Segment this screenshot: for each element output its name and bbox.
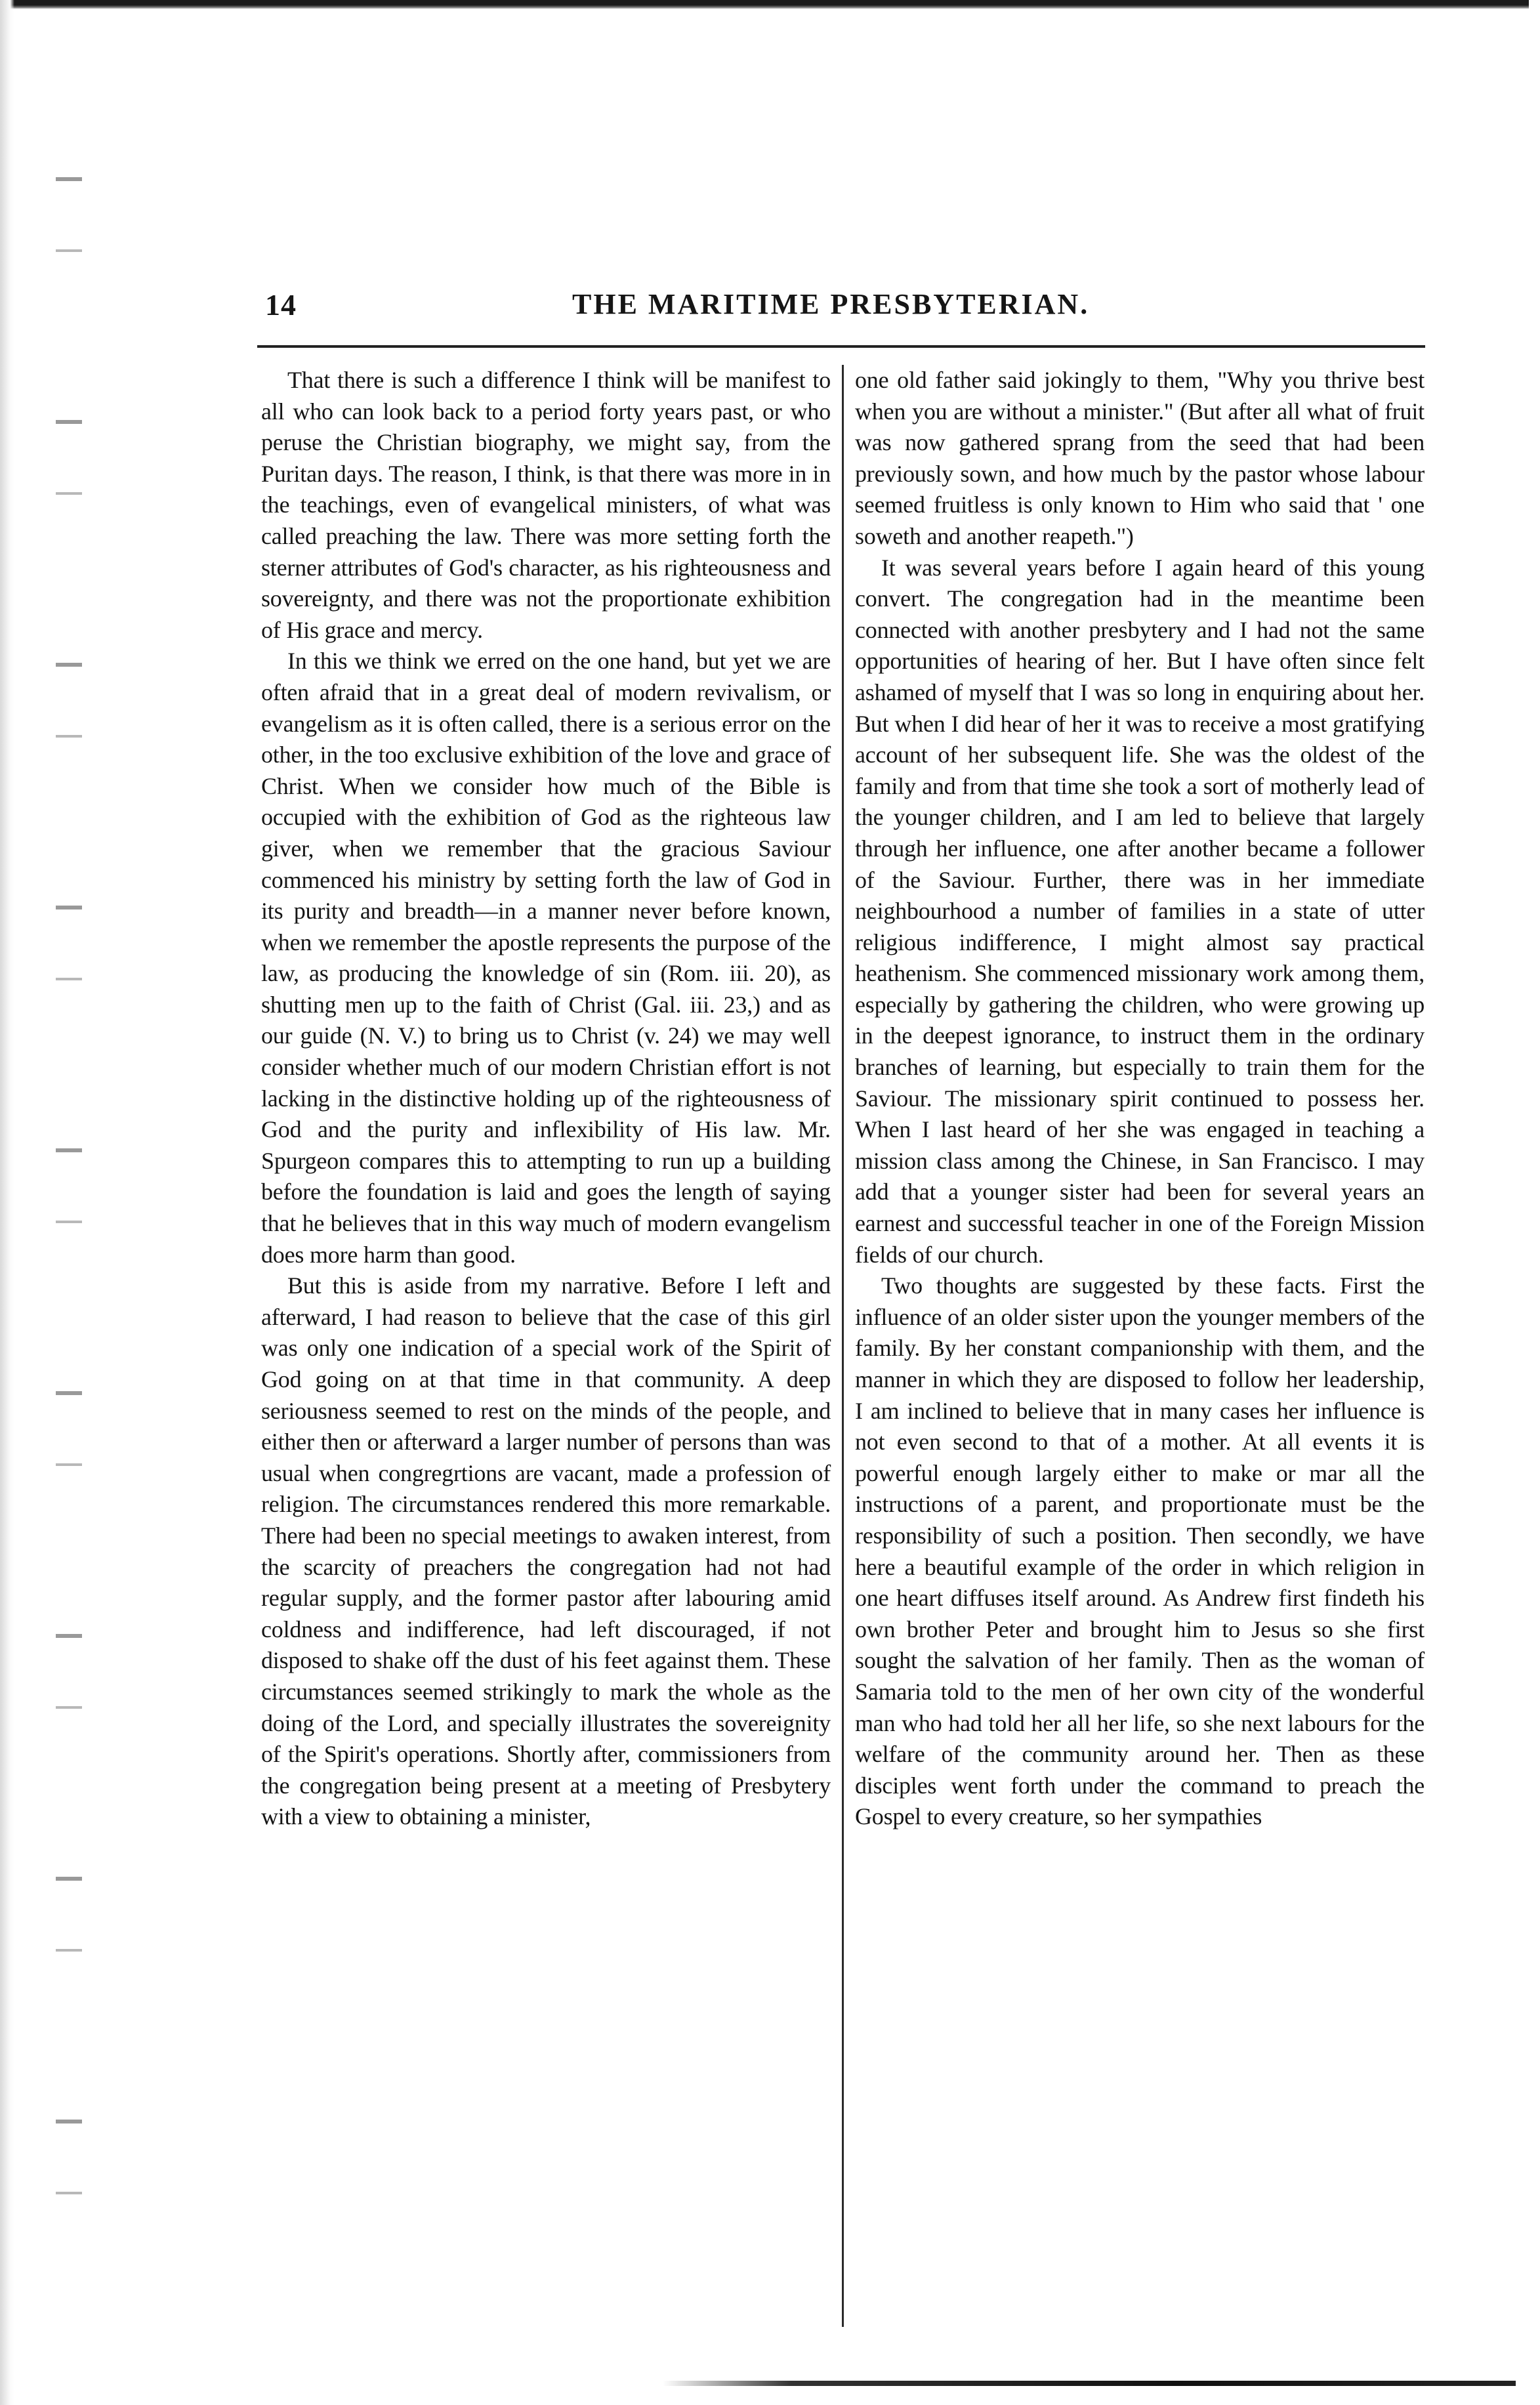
paragraph: Two thoughts are suggested by these facts. First the influence of an older sister upon the younger members of the family. By her constant companionship with them, and the manner in which they are disposed to follow her leadership, I am inclined to believe that in many cases her influence is not even second to that of a mother. At all events it is powerful enough largely either to make or mar all the instructions of a parent, and proportionate must be the responsibility of such a position. Then secondly, we have here a beautiful example of the order in which religion in one heart diffuses itself around. As Andrew first findeth his own brother Peter and brought him to Jesus so she first sought the salvation of her family. Then as the woman of Samaria told to the men of her own city of the wonderful man who had told her all her life, so she next labours for the welfare of the community around her. Then as these disciples went forth under the command to preach the Gospel to every creature, so her sympathies: [855, 1272, 1425, 1830]
paragraph: But this is aside from my narrative. Before I left and afterward, I had reason to believe that the case of this girl was only one indication of a special work of the Spirit of God going on at that time in that community. A deep seriousness seemed to rest on the minds of the people, and either then or afterward a larger number of persons than was usual when congregrtions are vacant, made a profession of religion. The circumstances rendered this more remarkable. There had been no special meetings to awaken interest, from the scarcity of preachers the congregation had not had regular supply, and the former pastor after labouring amid coldness and indifference, had left discouraged, if not disposed to shake off the dust of his feet against them. These circumstances seemed strikingly to mark the whole as the doing of the Lord, and specially illustrates the sovereignity of the Spirit's operations. Shortly after, commissioners from the congregation being present at a meeting of Presbytery with a view to obtaining a minister,: [261, 1272, 831, 1830]
paragraph: That there is such a difference I think will be manifest to all who can look back to a period forty years past, or who peruse the Christian biography, we might say, from the Puritan days. The reason, I think, is that there was more in in the teachings, even of evangelical ministers, of what was called preaching the law. There was more setting forth the sterner attributes of God's character, as his righteousness and sovereignty, and there was not the proportionate exhibition of His grace and mercy.: [261, 367, 831, 643]
paragraph: one old father said jokingly to them, "Why you thrive best when you are without a minister." (But after all what of fruit was now gathered sprang from the seed that had been previously sown, and how much by the pastor whose labour seemed fruitless is only known to Him who said that ' one soweth and another reapeth."): [855, 367, 1425, 549]
column-divider: [842, 365, 844, 2327]
scan-left-edge: [0, 0, 14, 2405]
scan-top-edge: [7, 0, 1529, 9]
scan-bottom-edge: [663, 2381, 1516, 2386]
left-column: [261, 365, 831, 2353]
page-number: 14: [265, 288, 297, 322]
running-title: THE MARITIME PRESBYTERIAN.: [572, 288, 1090, 320]
right-column: [855, 365, 1425, 2353]
binding-margin-marks: [56, 79, 82, 2310]
paragraph: It was several years before I again heard of this young convert. The congregation had in the meantime been connected with another presbytery and I had not the same opportunities of hearing of her. But I have often since felt ashamed of myself that I was so long in enquiring about her. But when I did hear of her it was to receive a most gratifying account of her subsequent life. She was the oldest of the family and from that time she took a sort of motherly lead of the younger children, and I am led to believe that largely through her influence, one after another became a follower of the Saviour. Further, there was in her immediate neighbourhood a number of families in a state of utter religious indifference, I might almost say practical heathenism. She commenced missionary work among them, especially by gathering the children, who were growing up in the deepest ignorance, to instruct them in the ordinary branches of learning, but especially to train them for the Saviour. The missionary spirit continued to possess her. When I last heard of her she was engaged in teaching a mission class among the Chinese, in San Francisco. I may add that a younger sister had been for several years an earnest and successful teacher in one of the Foreign Mission fields of our church.: [855, 554, 1425, 1268]
header-rule: [257, 345, 1425, 348]
page-header: [257, 281, 1425, 333]
paragraph: In this we think we erred on the one hand, but yet we are often afraid that in a great deal of modern revivalism, or evangelism as it is often called, there is a serious error on the other, in the too exclusive exhibition of the love and grace of Christ. When we consider how much of the Bible is occupied with the exhibition of God as the righteous law giver, when we remember that the gracious Saviour commenced his ministry by setting forth the law of God in its purity and breadth—in a manner never before known, when we remember the apostle represents the purpose of the law, as producing the knowledge of sin (Rom. iii. 20), as shutting men up to the faith of Christ (Gal. iii. 23,) and as our guide (N. V.) to bring us to Christ (v. 24) we may well consider whether much of our modern Christian effort is not lacking in the distinctive holding up of the righteousness of God and the purity and inflexibility of His law. Mr. Spurgeon compares this to attempting to run up a building before the foundation is laid and goes the length of saying that he believes that in this way much of modern evangelism does more harm than good.: [261, 648, 831, 1268]
